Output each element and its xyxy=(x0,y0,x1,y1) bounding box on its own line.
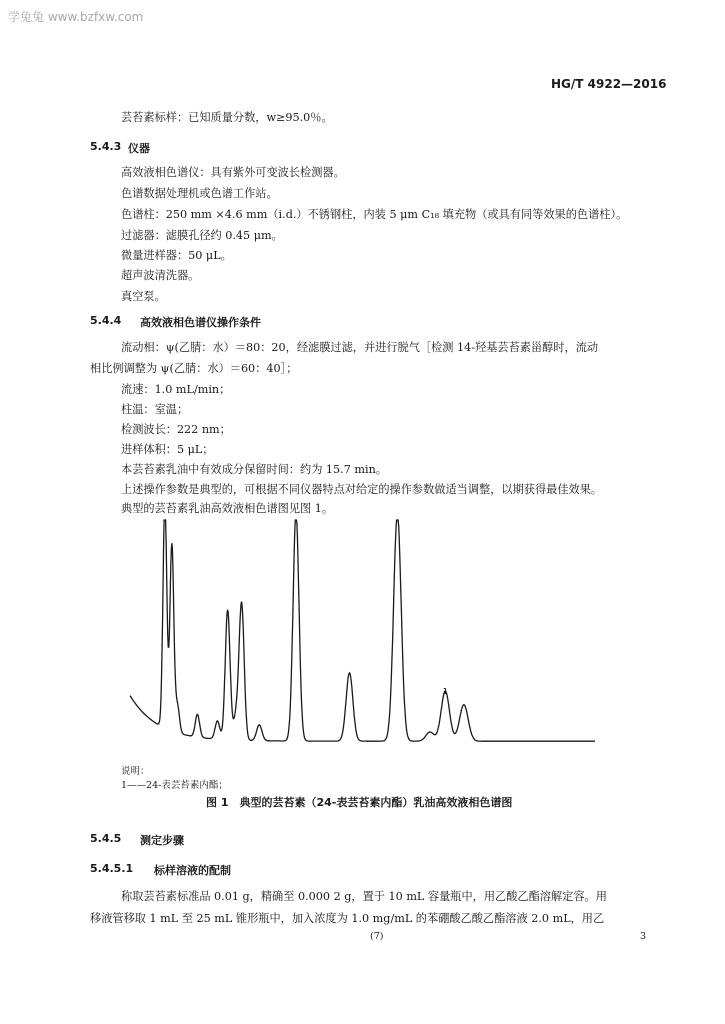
instrument-line: 超声波清洗器。 xyxy=(121,269,200,282)
condition-line: 柱温：室温； xyxy=(121,403,189,416)
page-number: 3 xyxy=(640,931,647,942)
standard-sample-line: 芸苔素标样：已知质量分数，w≥95.0％。 xyxy=(121,111,333,124)
section-title-standard-solution: 标样溶液的配制 xyxy=(154,864,231,877)
figure-legend-title: 说明： xyxy=(121,766,150,777)
condition-line: 相比例调整为 ψ(乙腈：水）＝60：40］； xyxy=(90,362,298,375)
footer-center-number: (7) xyxy=(370,931,384,942)
instrument-line: 真空泵。 xyxy=(121,290,166,303)
chromatogram-figure xyxy=(120,518,605,758)
figure-caption: 图 1 典型的芸苔素（24-表芸苔素内酯）乳油高效液相色谱图 xyxy=(206,796,513,809)
condition-line: 流动相：ψ(乙腈：水）＝80：20，经滤膜过滤，并进行脱气［检测 14-羟基芸苔素甾醇时，流动 xyxy=(121,341,599,354)
procedure-line: 移液管移取 1 mL 至 25 mL 锥形瓶中，加入浓度为 1.0 mg/mL 的苯硼酸乙酸乙酯溶液 2.0 mL，用乙 xyxy=(90,912,605,925)
section-number-5-4-4: 5.4.4 xyxy=(90,314,122,327)
peak-label: 1 xyxy=(442,686,448,696)
figure-legend-item: 1——24-表芸苔素内酯； xyxy=(121,780,228,791)
watermark: 学兔兔 www.bzfxw.com xyxy=(8,10,144,24)
instrument-line: 过滤器：滤膜孔径约 0.45 μm。 xyxy=(121,229,283,242)
condition-line: 上述操作参数是典型的，可根据不同仪器特点对给定的操作参数做适当调整，以期获得最佳效果。 xyxy=(121,483,603,496)
section-number-5-4-5-1: 5.4.5.1 xyxy=(90,862,134,875)
instrument-line: 色谱柱：250 mm ×4.6 mm（i.d.）不锈钢柱，内装 5 μm C₁₈ 填充物（或具有同等效果的色谱柱）。 xyxy=(121,208,628,221)
instrument-line: 微量进样器：50 μL。 xyxy=(121,249,232,262)
section-title-hplc-conditions: 高效液相色谱仪操作条件 xyxy=(140,316,261,329)
instrument-line: 高效液相色谱仪：具有紫外可变波长检测器。 xyxy=(121,166,345,179)
chromatogram-trace xyxy=(130,520,595,741)
condition-line: 检测波长：222 nm； xyxy=(121,423,231,436)
section-number-5-4-5: 5.4.5 xyxy=(90,832,122,845)
instrument-line: 色谱数据处理机或色谱工作站。 xyxy=(121,187,278,200)
section-title-procedure: 测定步骤 xyxy=(140,834,184,847)
section-title-instruments: 仪器 xyxy=(128,142,150,155)
condition-line: 本芸苔素乳油中有效成分保留时间：约为 15.7 min。 xyxy=(121,463,387,476)
document-code: HG/T 4922—2016 xyxy=(551,77,667,91)
procedure-line: 称取芸苔素标准品 0.01 g，精确至 0.000 2 g，置于 10 mL 容量瓶中，用乙酸乙酯溶解定容。用 xyxy=(121,890,607,903)
condition-line: 进样体积：5 μL； xyxy=(121,443,214,456)
section-number-5-4-3: 5.4.3 xyxy=(90,140,122,153)
condition-line: 流速：1.0 mL/min； xyxy=(121,383,231,396)
condition-line: 典型的芸苔素乳油高效液相色谱图见图 1。 xyxy=(121,502,334,515)
